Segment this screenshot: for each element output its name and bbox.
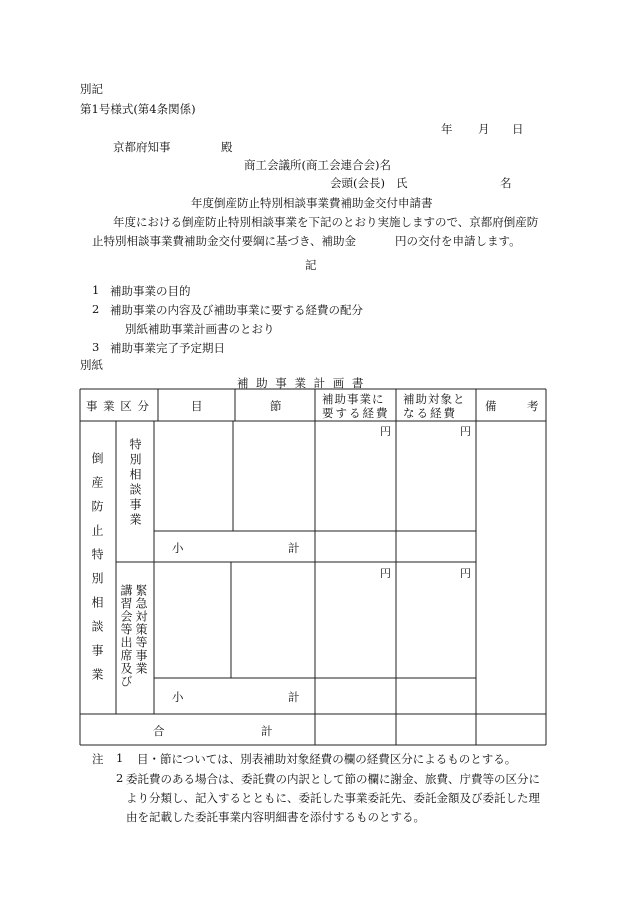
col-header-target-line2: なる経費	[403, 406, 457, 420]
item-text: 補助事業の目的	[110, 284, 191, 298]
item-text: 補助事業完了予定期日	[110, 341, 225, 355]
date-year: 年	[441, 122, 453, 136]
sub-category-seminar: 講習会等出席及び	[119, 584, 133, 688]
note-number: 2	[116, 771, 124, 785]
ki-heading: 記	[305, 258, 317, 272]
yen-unit: 円	[460, 425, 471, 438]
col-header-moku: 目	[191, 399, 203, 413]
body-text-line2a: 止特別相談事業費補助金交付要綱に基づき、補助金	[92, 234, 357, 248]
subtotal-label-b: 計	[288, 541, 300, 555]
date-day: 日	[512, 122, 524, 136]
col-header-category: 事 業 区 分	[86, 399, 150, 413]
note-text: 委託費のある場合は、委託費の内訳として節の欄に謝金、旅費、庁費等の区分に	[126, 772, 540, 786]
body-text-line1: 年度における倒産防止特別相談事業を下記のとおり実施しますので、京都府倒産防	[113, 215, 539, 229]
head-shi: 氏	[396, 176, 408, 190]
table-title: 補 助 事 業 計 画 書	[237, 376, 366, 390]
total-label-b: 計	[261, 724, 273, 738]
head-mei: 名	[500, 176, 512, 190]
col-header-cost-line1: 補助事業に	[322, 392, 385, 406]
item-text: 補助事業の内容及び補助事業に要する経費の配分	[110, 303, 363, 317]
annex-label-betsuki: 別記	[80, 82, 103, 96]
col-header-setsu: 節	[270, 399, 282, 413]
subtotal-label-a: 小	[172, 690, 184, 704]
addressee-suffix: 殿	[221, 140, 233, 154]
yen-unit: 円	[380, 425, 391, 438]
yen-unit: 円	[460, 567, 471, 580]
item-number: 1	[92, 283, 100, 297]
yen-unit: 円	[380, 567, 391, 580]
sub-category-special-consultation: 特別相談事業	[128, 438, 142, 528]
form-number: 第1号様式(第4条関係)	[80, 102, 196, 116]
note-text: 目・節については、別表補助対象経費の欄の経費区分によるものとする。	[137, 752, 517, 766]
subtotal-label-a: 小	[172, 541, 184, 555]
note-text: より分類し、記入するとともに、委託した事業委託先、委託金額及び委託した理	[126, 791, 540, 805]
item-number: 2	[92, 302, 100, 316]
col-header-cost-line2: 要する経費	[322, 406, 390, 420]
col-header-remarks-b: 考	[527, 399, 539, 413]
item-text: 別紙補助事業計画書のとおり	[125, 322, 275, 336]
note-number: 1	[116, 751, 124, 765]
item-number: 3	[92, 340, 100, 354]
col-header-target-line1: 補助対象と	[403, 392, 466, 406]
note-text: 由を記載した委託事業内容明細書を添付するものとする。	[126, 810, 425, 824]
body-text-line2b: 円の交付を申請します。	[395, 234, 521, 248]
total-label-a: 合	[153, 724, 165, 738]
document-title: 年度倒産防止特別相談事業費補助金交付申請書	[191, 196, 433, 210]
notes-prefix: 注	[92, 752, 104, 766]
col-header-remarks-a: 備	[485, 399, 497, 413]
subtotal-label-b: 計	[288, 690, 300, 704]
date-month: 月	[478, 122, 490, 136]
annex-label: 別紙	[80, 358, 103, 372]
outer-category-label: 倒産防止特別相談事業	[90, 452, 104, 692]
head-title: 会頭(会長)	[330, 176, 385, 190]
org-name: 商工会議所(商工会連合会)名	[244, 158, 391, 172]
addressee: 京都府知事	[113, 140, 171, 154]
sub-category-emergency: 緊急対策等事業	[134, 584, 148, 675]
